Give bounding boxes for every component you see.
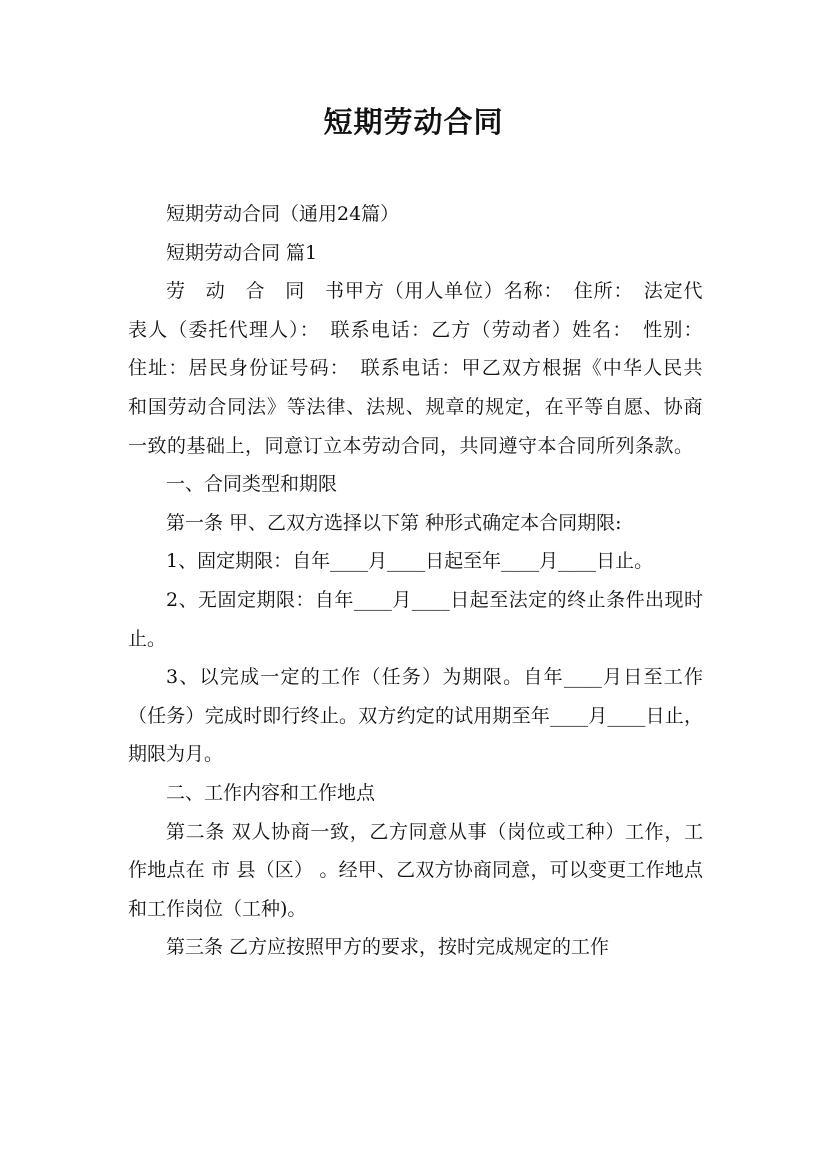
document-body <box>128 195 703 967</box>
paragraph-parties: 劳 动 合 同 书甲方（用人单位）名称： 住所： 法定代表人（委托代理人）： 联系电话：乙方（劳动者）姓名： 性别：住址：居民身份证号码： 联系电话：甲乙双方根据《中华人民共和国劳动合同法》等法律、法规、规章的规定，在平等自愿、协商一致的基础上，同意订立本劳动合同，共同遵守本合同所列条款。 <box>128 280 703 457</box>
paragraph-heading-contract-type: 一、合同类型和期限 <box>166 473 338 496</box>
paragraph-term-open: 2、无固定期限：自年____月____日起至法定的终止条件出现时止。 <box>128 588 703 650</box>
paragraph-article-1: 第一条 甲、乙双方选择以下第 种形式确定本合同期限: <box>166 511 622 534</box>
paragraph-heading-work: 二、工作内容和工作地点 <box>166 781 376 804</box>
paragraph-section-heading: 短期劳动合同 篇1 <box>166 241 318 264</box>
paragraph-term-task: 3、以完成一定的工作（任务）为期限。自年____月日至工作（任务）完成时即行终止。双方约定的试用期至年____月____日止，期限为月。 <box>128 666 703 766</box>
paragraph-term-fixed: 1、固定期限：自年____月____日起至年____月____日止。 <box>166 550 654 573</box>
paragraph-article-2: 第二条 双人协商一致，乙方同意从事（岗位或工种）工作，工作地点在 市 县（区） 。经甲、乙双方协商同意，可以变更工作地点和工作岗位（工种)。 <box>128 820 703 920</box>
document-title: 短期劳动合同 <box>323 105 504 139</box>
paragraph-article-3: 第三条 乙方应按照甲方的要求，按时完成规定的工作 <box>166 936 610 959</box>
paragraph-subtitle: 短期劳动合同（通用24篇） <box>166 203 400 225</box>
